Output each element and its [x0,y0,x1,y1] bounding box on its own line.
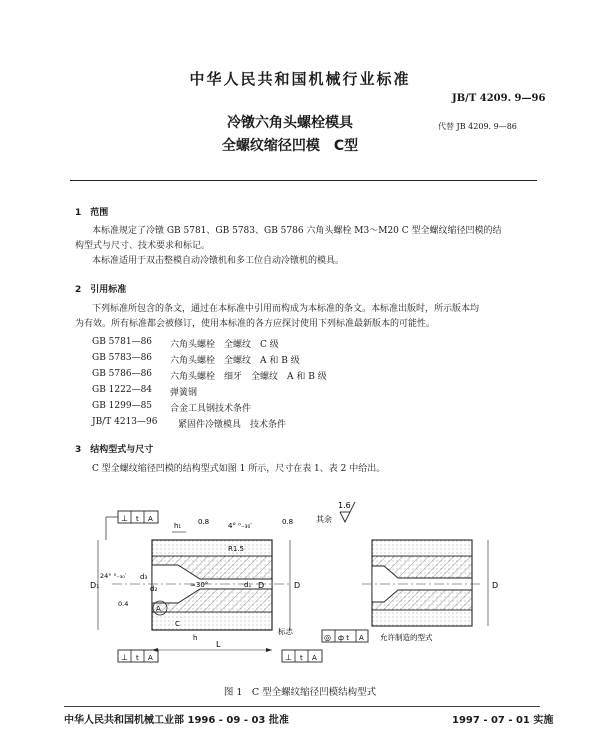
ref-title-4: 弹簧钢 [170,388,198,398]
dim-C-label: C [175,620,180,628]
section-1-para-2: 本标准适用于双击整模自动冷镦机和多工位自动冷镦机的模具。 [92,256,345,266]
ref-title-2: 六角头螺栓 全螺纹 A 和 B 级 [170,356,300,366]
fcf-top-datum: A [148,515,153,523]
section-3-para-1: C 型全螺纹缩径凹模的结构型式如图 1 所示，尺寸在表 1、表 2 中给出。 [92,464,386,474]
roughness-0-8-left: 0.8 [198,518,210,526]
alt-form-note: 允许制造的型式 [380,633,433,642]
fcf-bm-symbol: ⊥ [285,653,292,662]
alt-form-D-label: D [492,581,499,590]
ref-code-6: JB/T 4213—96 [92,417,158,427]
figure-1-drawing [0,480,600,682]
section-1-para-1-line-2: 构型式与尺寸、技术要求和标记。 [75,241,211,251]
section-2-para-1-line-1: 下列标准所包含的条文，通过在本标准中引用而构成为本标准的条文。本标准出版时，所示版本均 [92,304,480,314]
dim-D1-label: D₁ [90,581,100,590]
title-line-2: 全螺纹缩径凹模 C型 [221,138,359,154]
fcf-conc-symbol: ◎ [324,633,331,642]
datum-a-label: A [156,605,161,613]
standard-number: JB/T 4209. 9—96 [452,93,546,104]
dim-h1-label: h₁ [174,522,182,530]
fcf-bm-datum: A [312,654,317,662]
replaces-standard: 代替 JB 4209. 9—86 [438,122,517,131]
ref-code-5: GB 1299—85 [92,401,153,411]
ref-code-1: GB 5781—86 [92,337,153,347]
dim-D-outer-label: D [294,581,301,590]
ref-code-2: GB 5783—86 [92,353,153,363]
angle-4deg-label: 4° ⁰₋₃₀′ [228,522,252,530]
dim-d2-label: d₂ [150,585,158,593]
dim-30deg-label: ≈30° [190,581,209,589]
roughness-0-8-right: 0.8 [282,518,294,526]
approval-statement: 中华人民共和国机械工业部 1996 - 09 - 03 批准 [64,715,289,726]
fcf-bl-symbol: ⊥ [121,653,128,662]
section-1-heading: 1 范围 [75,208,109,218]
ref-title-5: 合金工具钢技术条件 [170,404,252,414]
section-3-heading: 3 结构型式与尺寸 [75,445,154,455]
dim-L-label: L [216,640,221,649]
dim-d3-label: d₃ [140,573,148,581]
dim-04-label: 0.4 [118,600,129,608]
radius-label: R1.5 [228,545,244,553]
roughness-value: 1.6 [338,501,351,510]
ref-title-1: 六角头螺栓 全螺纹 C 级 [170,340,279,350]
ref-code-4: GB 1222—84 [92,385,153,395]
figure-1-caption: 图 1 C 型全螺纹缩径凹模结构型式 [223,687,377,698]
fcf-conc-tolerance: ф t [338,634,349,642]
header-rule [70,180,537,181]
fcf-top-symbol: ⊥ [121,514,128,523]
qiyu-label: 其余 [316,515,332,524]
dim-D-inner-label: D [258,581,265,590]
ref-title-6: 紧固件冷镦模具 技术条件 [178,420,287,430]
fcf-bl-tolerance: t [136,654,139,662]
section-2-para-1-line-2: 为有效。所有标准都会被修订，使用本标准的各方应探讨使用下列标准最新版本的可能性。 [75,319,436,329]
fcf-bl-datum: A [148,654,153,662]
title-line-1: 冷镦六角头螺栓模具 [227,115,353,131]
footer-rule [64,706,540,707]
implementation-date: 1997 - 07 - 01 实施 [452,715,554,726]
fcf-top-tolerance: t [136,515,139,523]
dim-24deg-label: 24° ⁰₋₃₀′ [100,572,127,580]
section-2-heading: 2 引用标准 [75,285,127,295]
dim-d1-label: d₁ [244,581,252,589]
section-1-para-1-line-1: 本标准规定了冷镦 GB 5781、GB 5783、GB 5786 六角头螺栓 M3～M20 C 型全螺纹缩径凹模的结 [92,226,502,236]
ref-code-3: GB 5786—86 [92,369,153,379]
dim-h-label: h [193,634,198,642]
marking-label: 标志 [278,627,293,636]
issuing-organization: 中华人民共和国机械行业标准 [189,70,411,88]
ref-title-3: 六角头螺栓 细牙 全螺纹 A 和 B 级 [170,372,327,382]
fcf-bm-tolerance: t [300,654,303,662]
fcf-conc-datum: A [359,634,364,642]
